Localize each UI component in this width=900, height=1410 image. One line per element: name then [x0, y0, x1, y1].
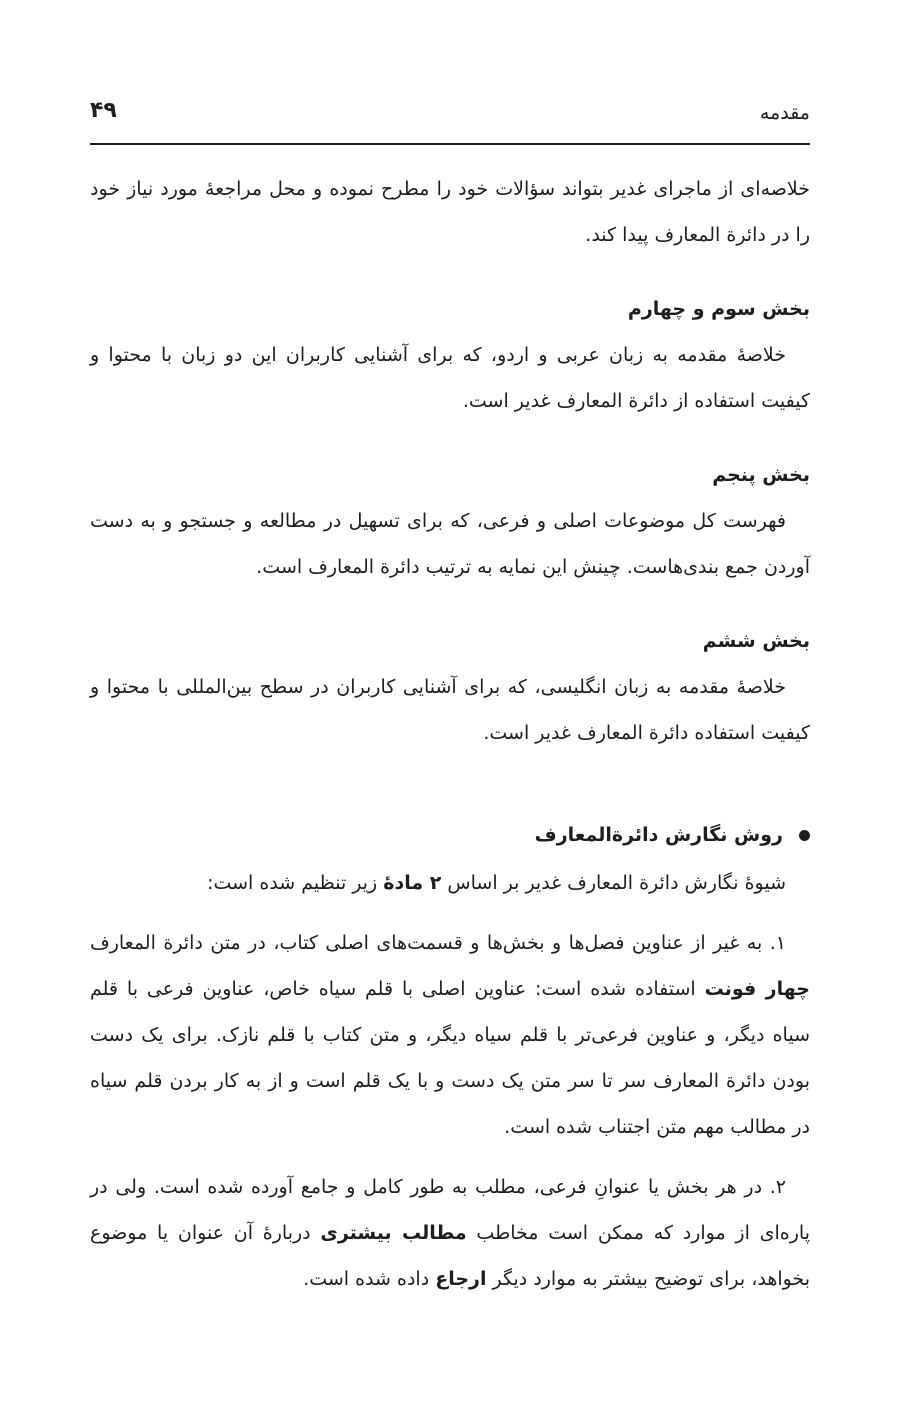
method-intro-paragraph [90, 860, 810, 906]
book-page [90, 0, 810, 1410]
section-paragraph-5: فهرست کل موضوعات اصلی و فرعی، که برای تسهیل در مطالعه و جستجو و به دست آوردن جمع بندی‌هاست. چینش این نمایه به ترتیب دائرة المعارف است. [90, 510, 810, 578]
section-paragraph-6: خلاصهٔ مقدمه به زبان انگلیسی، که برای آشنایی کاربران در سطح بین‌المللی با محتوا و کیفیت استفاده دائرة المعارف غدیر است. [90, 676, 810, 744]
header-rule [90, 143, 810, 145]
item1-text: ۱. به غیر از عناوین فصل‌ها و بخش‌ها و قسمت‌های اصلی کتاب، در متن دائرة المعارف [90, 932, 786, 954]
item1-bold: چهار فونت [704, 978, 810, 1000]
item2-text-middle: دربارهٔ آن عنوان یا موضوع بخواهد، برای توضیح بیشتر به موارد دیگر [90, 1222, 810, 1290]
item1-text-end: استفاده شده است: عناوین اصلی با قلم سیاه خاص، عناوین فرعی با قلم سیاه دیگر، و عناوین فرعی‌تر با قلم سیاه دیگر، و متن کتاب با قلم نازک. برای یک دست بودن دائرة المعارف سر تا سر متن یک دست و با یک قلم است و از به کار بردن قلم سیاه در مطالب مهم متن اجتناب شده است. [90, 978, 810, 1138]
section-heading-5: بخش پنجم [712, 464, 810, 486]
section-heading-3-4: بخش سوم و چهارم [627, 298, 810, 320]
page-content [90, 166, 810, 1302]
bullet-icon [799, 830, 810, 841]
method-intro-text: شیوهٔ نگارش دائرة المعارف غدیر بر اساس [441, 872, 786, 894]
method-heading [90, 812, 810, 858]
item2-text: ۲. در هر بخش یا عنوانِ فرعی، مطلب به طور کامل و جامع آورده شده است. ولی در پاره‌ای از موارد که ممکن است مخاطب [90, 1176, 810, 1244]
method-intro-text-end: زیر تنظیم شده است: [207, 872, 384, 894]
section-paragraph-3-4: خلاصهٔ مقدمه به زبان عربی و اردو، که برای آشنایی کاربران این دو زبان با محتوا و کیفیت استفاده از دائرة المعارف غدیر است. [90, 344, 810, 412]
running-head [90, 98, 810, 136]
running-title: مقدمه [759, 102, 810, 124]
section-heading-6: بخش ششم [702, 630, 810, 652]
item2-text-end: داده شده است. [303, 1268, 436, 1290]
method-item-2 [90, 1164, 810, 1302]
item2-bold-2: ارجاع [435, 1268, 487, 1290]
method-item-1 [90, 920, 810, 1150]
intro-paragraph: خلاصه‌ای از ماجرای غدیر بتواند سؤالات خود را مطرح نموده و محل مراجعهٔ مورد نیاز خود را در دائرة المعارف پیدا کند. [90, 178, 810, 246]
item2-bold-1: مطالب بیشتری [320, 1222, 467, 1244]
method-intro-bold: ۲ مادهٔ [383, 872, 442, 894]
page-number: ۴۹ [90, 98, 117, 123]
method-heading-text: روش نگارش دائرةالمعارف [534, 824, 783, 846]
